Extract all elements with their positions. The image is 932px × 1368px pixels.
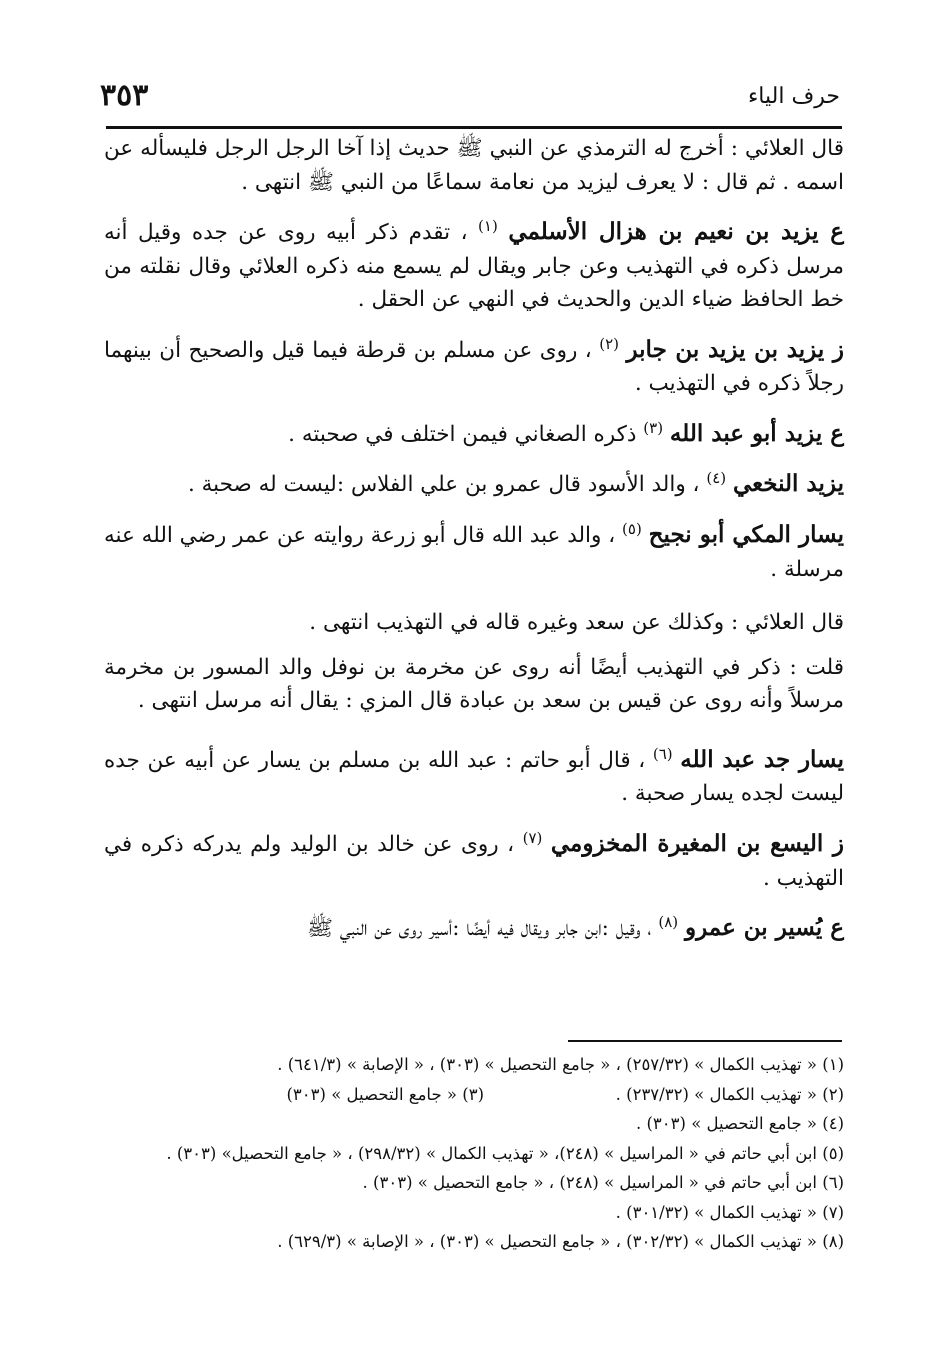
main-text [104, 132, 844, 957]
entry-paragraph [104, 462, 844, 502]
entry-paragraph [104, 606, 844, 640]
footnote-marker: (١) [478, 217, 498, 235]
footnote: (٦) ابن أبي حاتم في « المراسيل » (٢٤٨) ، « جامع التحصيل » (٣٠٣) . [362, 1173, 844, 1192]
entry-text: ، روى عن خالد بن الوليد ولم يدركه ذكره في التهذيب . [104, 832, 844, 891]
entry-text: قال العلائي : وكذلك عن سعد وغيره قاله في التهذيب انتهى . [309, 610, 844, 636]
entry-text: ، والد عبد الله قال أبو زرعة روايته عن عمر رضي الله عنه مرسلة . [104, 523, 844, 582]
footnote-marker: (٥) [622, 520, 642, 539]
entry-text: ، روى عن مسلم بن قرطة فيما قيل والصحيح أن بينهما رجلاً ذكره في التهذيب . [104, 337, 844, 397]
entry-paragraph [104, 328, 844, 401]
narrator-name: يسار المكي أبو نجيح [648, 521, 844, 549]
narrator-name: ع يزيد أبو عبد الله [669, 419, 844, 447]
entry-paragraph [104, 210, 844, 317]
footnote-rule [568, 1040, 842, 1042]
footnote-marker: (٤) [706, 469, 727, 488]
narrator-name: يسار جد عبد الله [680, 745, 844, 773]
entry-text: ، قال أبو حاتم : عبد الله بن مسلم بن يسار عن أبيه عن جده ليست لجده يسار صحبة . [104, 747, 844, 807]
footnotes [104, 1050, 844, 1257]
footnote: (٨) « تهذيب الكمال » (٣٠٢/٣٢) ، « جامع التحصيل » (٣٠٣) ، « الإصابة » (٦٢٩/٣) . [277, 1232, 844, 1251]
entry-paragraph [104, 906, 844, 946]
entry-paragraph [104, 513, 844, 586]
footnote: (٣) « جامع التحصيل » (٣٠٣) [286, 1084, 484, 1104]
footnote-marker: (٢) [599, 334, 619, 353]
footnote-marker: (٨) [658, 913, 679, 932]
narrator-name: ز يزيد بن يزيد بن جابر [626, 335, 844, 363]
header-rule [106, 126, 842, 129]
entry-paragraph [104, 132, 844, 199]
entry-text: ، والد الأسود قال عمرو بن علي الفلاس :ليست له صحبة . [187, 472, 700, 498]
entry-text: ، وقيل :ابن جابر ويقال فيه أيضًا :أسير روى عن النبي ﷺ [306, 916, 652, 942]
narrator-name: ز اليسع بن المغيرة المخزومي [550, 830, 845, 858]
footnote-marker: (٧) [522, 828, 543, 847]
footnote: (١) « تهذيب الكمال » (٢٥٧/٣٢) ، « جامع التحصيل » (٣٠٣) ، « الإصابة » (٦٤١/٣) . [277, 1055, 844, 1074]
entry-paragraph [104, 651, 844, 718]
footnote-marker: (٦) [652, 744, 673, 763]
footnote: (٥) ابن أبي حاتم في « المراسيل » (٢٤٨)، « تهذيب الكمال » (٢٩٨/٣٢) ، « جامع التحصيل» (٣٠٣) . [166, 1143, 844, 1163]
entry-text: قال العلائي : أخرج له الترمذي عن النبي ﷺ حديث إذا آخا الرجل الرجل فليسأله عن اسمه . ثم قال : لا يعرف ليزيد من نعامة سماعًا من النبي ﷺ انتهى . [104, 136, 844, 195]
entry-text: ذكره الصغاني فيمن اختلف في صحبته . [288, 421, 637, 447]
narrator-name: ع يزيد بن نعيم بن هزال الأسلمي [508, 218, 844, 246]
running-title: حرف الياء [747, 84, 840, 109]
entry-paragraph [104, 738, 844, 811]
narrator-name: يزيد النخعي [732, 470, 844, 498]
entry-paragraph [104, 822, 844, 895]
entry-text: قلت : ذكر في التهذيب أيضًا أنه روى عن مخرمة بن نوفل والد المسور بن مخرمة مرسلاً وأنه روى عن قيس بن سعد بن عبادة قال المزي : يقال أنه مرسل انتهى . [104, 654, 844, 714]
entry-paragraph [104, 412, 844, 452]
footnote: (٧) « تهذيب الكمال » (٣٠١/٣٢) . [615, 1202, 844, 1222]
narrator-name: ع يُسير بن عمرو [684, 914, 844, 942]
footnote: (٢) « تهذيب الكمال » (٢٣٧/٣٢) . [615, 1084, 844, 1104]
footnote-marker: (٣) [643, 418, 664, 437]
footnote-row [104, 1080, 844, 1110]
entry-text: ، تقدم ذكر أبيه روى عن جده وقيل أنه مرسل ذكره في التهذيب وعن جابر ويقال لم يسمع منه ذكره العلائي وقال نقلته من خط الحافظ ضياء الدين والحديث في النهي عن الحقل . [104, 220, 844, 313]
footnote: (٤) « جامع التحصيل » (٣٠٣) . [635, 1114, 844, 1133]
page-header [100, 78, 840, 118]
page-number: ٣٥٣ [100, 78, 149, 113]
